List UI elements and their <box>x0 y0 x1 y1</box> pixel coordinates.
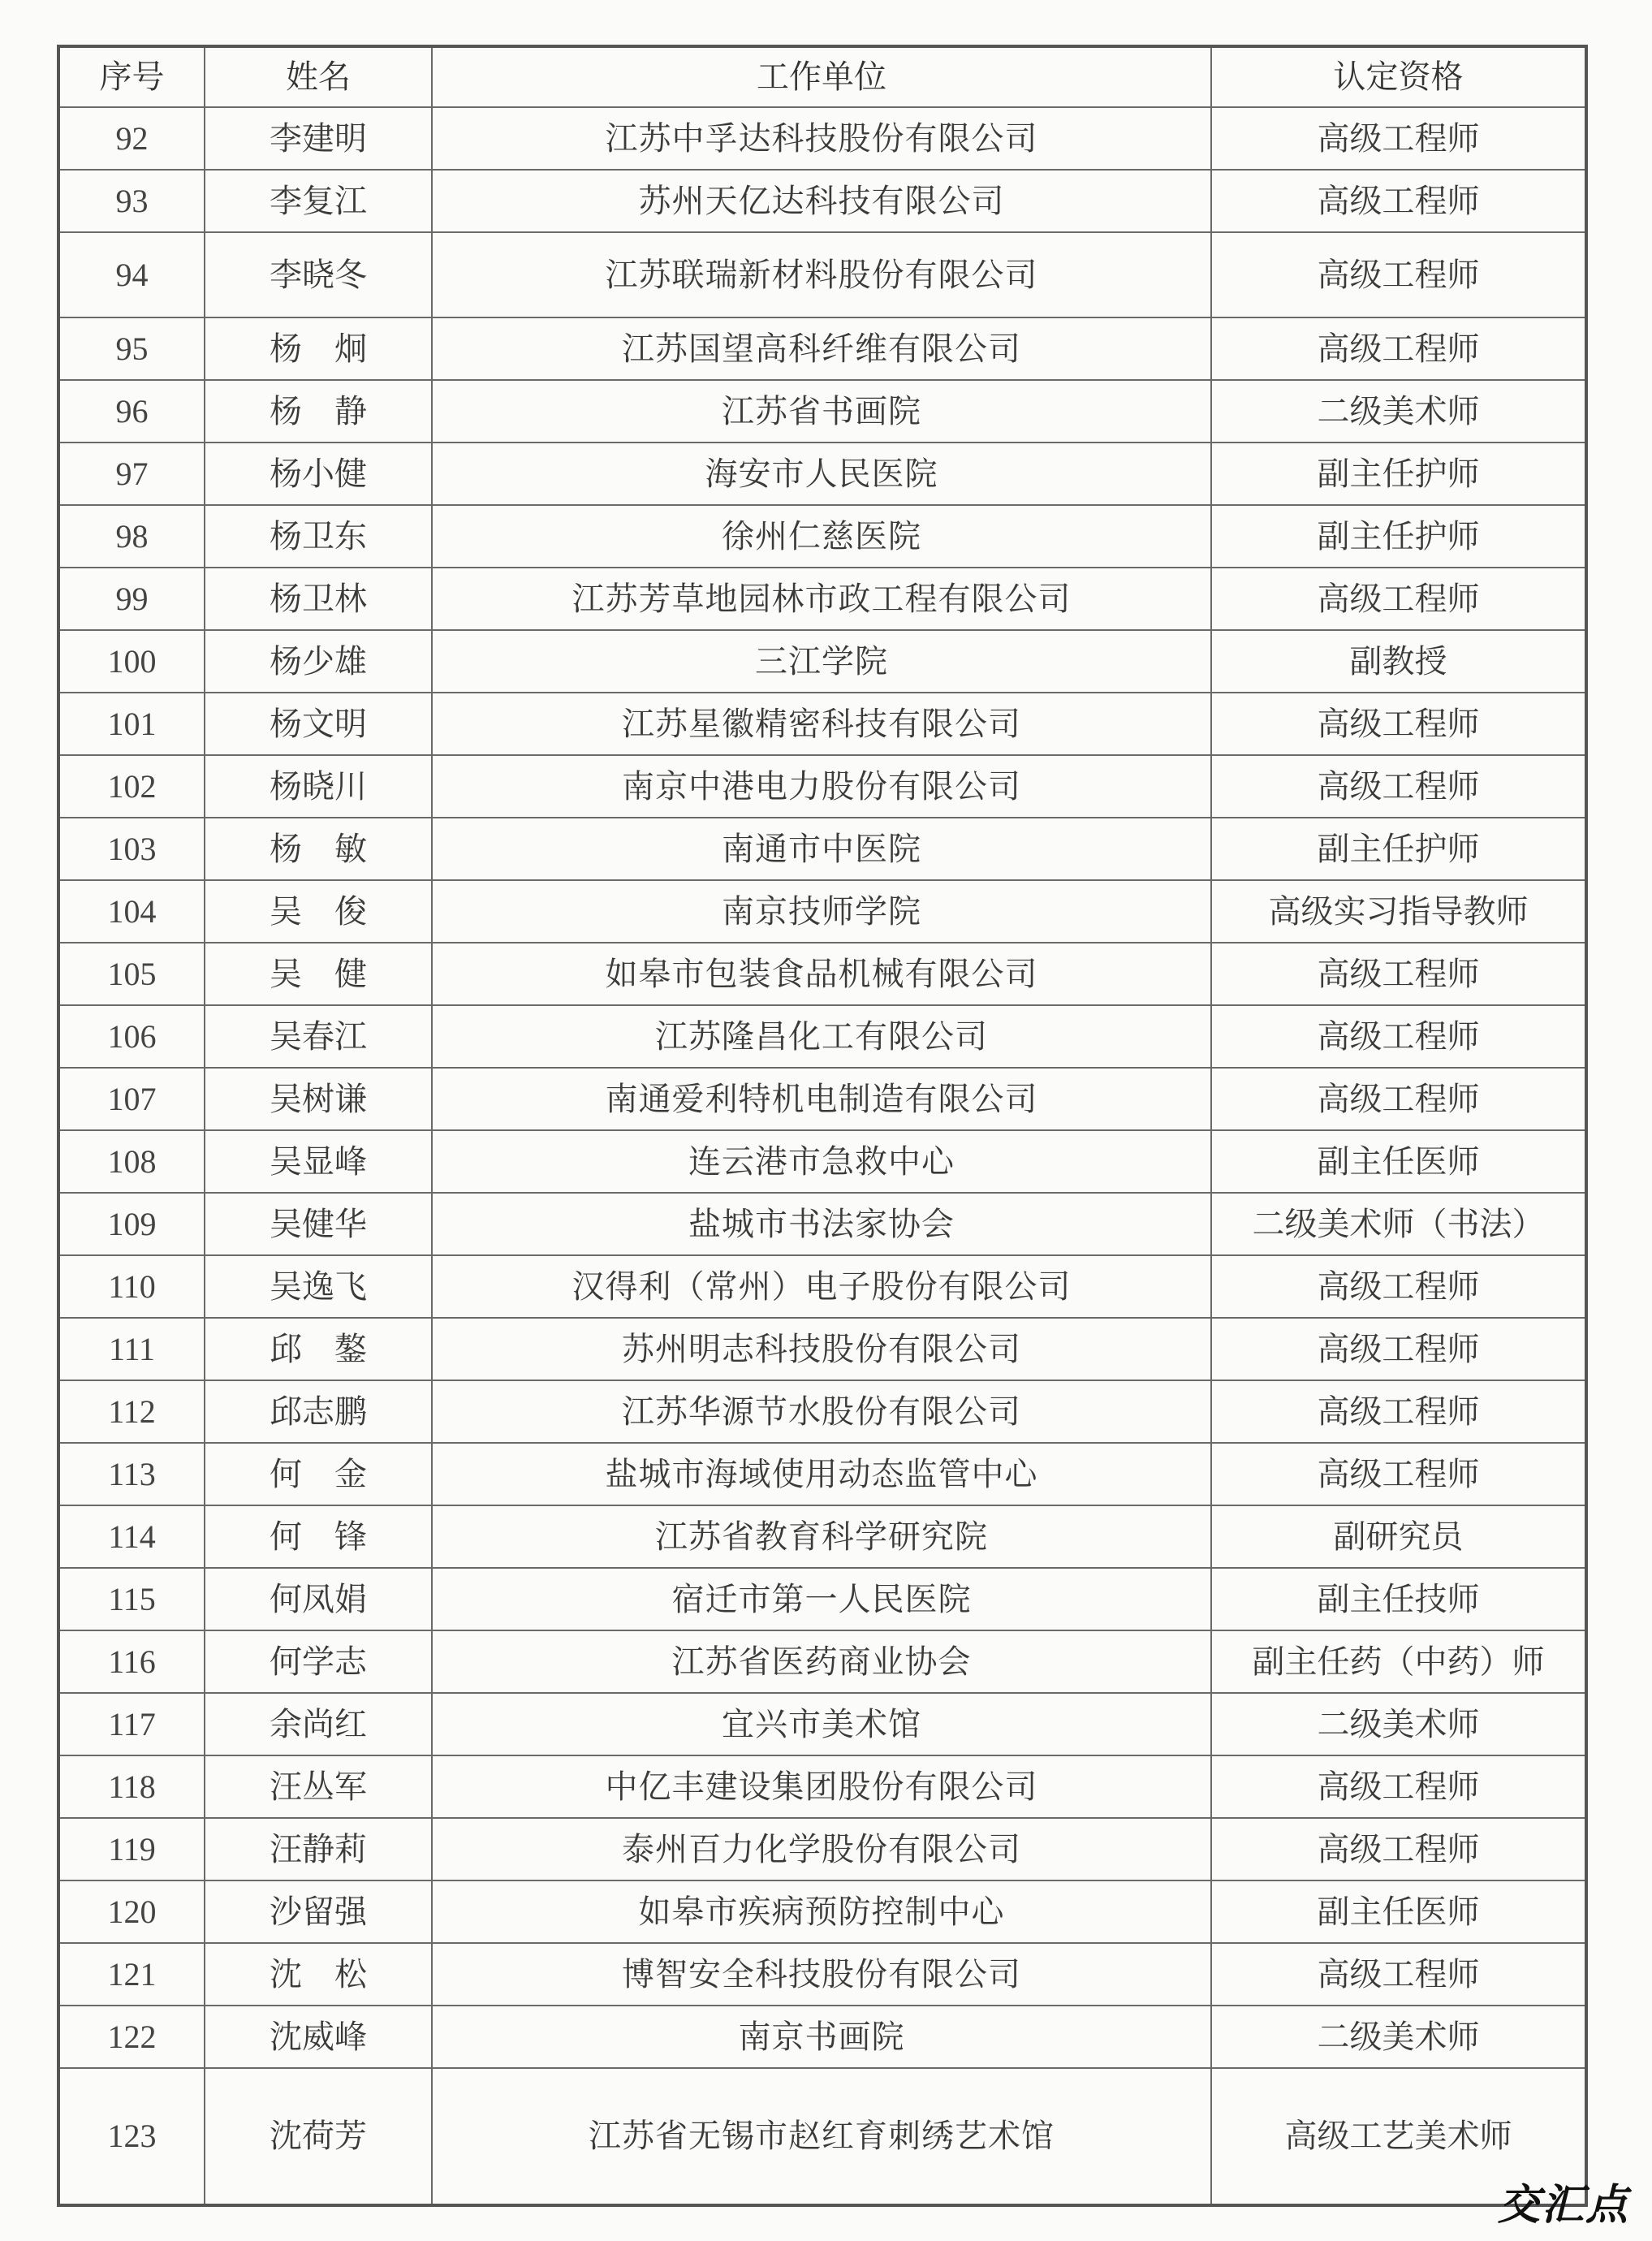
cell-seq: 120 <box>58 1880 205 1943</box>
cell-seq: 118 <box>58 1755 205 1818</box>
cell-unit: 南通爱利特机电制造有限公司 <box>432 1068 1211 1130</box>
cell-qualification: 副研究员 <box>1211 1505 1586 1568</box>
cell-name: 杨文明 <box>205 693 432 755</box>
cell-name: 杨 静 <box>205 380 432 443</box>
cell-unit: 江苏星徽精密科技有限公司 <box>432 693 1211 755</box>
watermark-logo: 交汇点 <box>1497 2180 1629 2230</box>
cell-unit: 连云港市急救中心 <box>432 1130 1211 1193</box>
cell-name: 汪丛军 <box>205 1755 432 1818</box>
table-row <box>58 232 1586 317</box>
header-row <box>58 46 1586 107</box>
cell-unit: 徐州仁慈医院 <box>432 505 1211 568</box>
cell-seq: 99 <box>58 568 205 630</box>
table-row <box>58 170 1586 232</box>
cell-unit: 江苏省医药商业协会 <box>432 1630 1211 1693</box>
header-unit: 工作单位 <box>432 46 1211 107</box>
cell-seq: 101 <box>58 693 205 755</box>
cell-name: 吴春江 <box>205 1005 432 1068</box>
table-row <box>58 107 1586 170</box>
cell-qualification: 高级工程师 <box>1211 1380 1586 1443</box>
cell-qualification: 副主任医师 <box>1211 1130 1586 1193</box>
cell-qualification: 副主任护师 <box>1211 818 1586 880</box>
table-row <box>58 1505 1586 1568</box>
cell-qualification: 高级工程师 <box>1211 1755 1586 1818</box>
cell-seq: 102 <box>58 755 205 818</box>
cell-qualification: 高级工程师 <box>1211 1443 1586 1505</box>
table-row <box>58 1005 1586 1068</box>
table-row <box>58 880 1586 943</box>
cell-seq: 97 <box>58 443 205 505</box>
cell-unit: 盐城市海域使用动态监管中心 <box>432 1443 1211 1505</box>
cell-seq: 111 <box>58 1318 205 1380</box>
cell-unit: 南通市中医院 <box>432 818 1211 880</box>
cell-qualification: 副主任技师 <box>1211 1568 1586 1630</box>
cell-seq: 115 <box>58 1568 205 1630</box>
cell-unit: 盐城市书法家协会 <box>432 1193 1211 1255</box>
cell-unit: 三江学院 <box>432 630 1211 693</box>
table-row <box>58 630 1586 693</box>
cell-unit: 南京书画院 <box>432 2006 1211 2068</box>
table-row <box>58 443 1586 505</box>
table-row <box>58 1443 1586 1505</box>
cell-qualification: 高级工程师 <box>1211 568 1586 630</box>
cell-unit: 江苏省书画院 <box>432 380 1211 443</box>
table-row <box>58 1943 1586 2006</box>
cell-seq: 104 <box>58 880 205 943</box>
table-row <box>58 505 1586 568</box>
cell-name: 沈 松 <box>205 1943 432 2006</box>
cell-unit: 汉得利（常州）电子股份有限公司 <box>432 1255 1211 1318</box>
cell-name: 吴显峰 <box>205 1130 432 1193</box>
cell-unit: 如皋市包装食品机械有限公司 <box>432 943 1211 1005</box>
header-name: 姓名 <box>205 46 432 107</box>
cell-seq: 123 <box>58 2068 205 2205</box>
cell-name: 李晓冬 <box>205 232 432 317</box>
cell-name: 杨晓川 <box>205 755 432 818</box>
cell-qualification: 二级美术师（书法） <box>1211 1193 1586 1255</box>
cell-seq: 108 <box>58 1130 205 1193</box>
cell-qualification: 二级美术师 <box>1211 1693 1586 1755</box>
cell-unit: 南京技师学院 <box>432 880 1211 943</box>
cell-seq: 96 <box>58 380 205 443</box>
cell-unit: 如皋市疾病预防控制中心 <box>432 1880 1211 1943</box>
cell-name: 邱 鏊 <box>205 1318 432 1380</box>
table-row <box>58 1630 1586 1693</box>
cell-name: 杨卫林 <box>205 568 432 630</box>
cell-unit: 江苏中孚达科技股份有限公司 <box>432 107 1211 170</box>
cell-qualification: 二级美术师 <box>1211 380 1586 443</box>
table-row <box>58 380 1586 443</box>
cell-seq: 119 <box>58 1818 205 1880</box>
cell-seq: 94 <box>58 232 205 317</box>
cell-name: 邱志鹏 <box>205 1380 432 1443</box>
cell-seq: 109 <box>58 1193 205 1255</box>
cell-qualification: 高级工程师 <box>1211 232 1586 317</box>
cell-qualification: 副主任护师 <box>1211 505 1586 568</box>
cell-name: 何 金 <box>205 1443 432 1505</box>
table-row <box>58 1255 1586 1318</box>
cell-qualification: 高级工程师 <box>1211 317 1586 380</box>
cell-unit: 海安市人民医院 <box>432 443 1211 505</box>
cell-name: 何学志 <box>205 1630 432 1693</box>
table-row <box>58 1193 1586 1255</box>
table-row <box>58 1568 1586 1630</box>
cell-unit: 宜兴市美术馆 <box>432 1693 1211 1755</box>
cell-qualification: 高级工程师 <box>1211 170 1586 232</box>
cell-qualification: 高级工程师 <box>1211 755 1586 818</box>
cell-name: 李复江 <box>205 170 432 232</box>
cell-qualification: 高级工程师 <box>1211 693 1586 755</box>
cell-name: 杨少雄 <box>205 630 432 693</box>
table-row <box>58 1068 1586 1130</box>
cell-seq: 112 <box>58 1380 205 1443</box>
table-row <box>58 943 1586 1005</box>
cell-name: 杨卫东 <box>205 505 432 568</box>
cell-qualification: 副主任医师 <box>1211 1880 1586 1943</box>
header-qualification: 认定资格 <box>1211 46 1586 107</box>
table-row <box>58 693 1586 755</box>
cell-name: 杨小健 <box>205 443 432 505</box>
cell-unit: 泰州百力化学股份有限公司 <box>432 1818 1211 1880</box>
cell-seq: 113 <box>58 1443 205 1505</box>
table-row <box>58 1880 1586 1943</box>
cell-name: 吴健华 <box>205 1193 432 1255</box>
cell-qualification: 高级实习指导教师 <box>1211 880 1586 943</box>
cell-unit: 南京中港电力股份有限公司 <box>432 755 1211 818</box>
table-row <box>58 568 1586 630</box>
cell-seq: 116 <box>58 1630 205 1693</box>
cell-qualification: 高级工程师 <box>1211 1068 1586 1130</box>
cell-seq: 110 <box>58 1255 205 1318</box>
table-row <box>58 818 1586 880</box>
table-row <box>58 1693 1586 1755</box>
cell-name: 李建明 <box>205 107 432 170</box>
cell-qualification: 高级工程师 <box>1211 1943 1586 2006</box>
cell-name: 沙留强 <box>205 1880 432 1943</box>
cell-seq: 106 <box>58 1005 205 1068</box>
cell-qualification: 副主任药（中药）师 <box>1211 1630 1586 1693</box>
header-seq: 序号 <box>58 46 205 107</box>
cell-seq: 95 <box>58 317 205 380</box>
cell-unit: 江苏省教育科学研究院 <box>432 1505 1211 1568</box>
cell-unit: 博智安全科技股份有限公司 <box>432 1943 1211 2006</box>
cell-seq: 98 <box>58 505 205 568</box>
cell-name: 余尚红 <box>205 1693 432 1755</box>
table-row <box>58 1380 1586 1443</box>
cell-unit: 中亿丰建设集团股份有限公司 <box>432 1755 1211 1818</box>
cell-unit: 江苏联瑞新材料股份有限公司 <box>432 232 1211 317</box>
cell-name: 何凤娟 <box>205 1568 432 1630</box>
cell-unit: 苏州天亿达科技有限公司 <box>432 170 1211 232</box>
cell-unit: 江苏国望高科纤维有限公司 <box>432 317 1211 380</box>
table-row <box>58 2068 1586 2205</box>
cell-name: 吴树谦 <box>205 1068 432 1130</box>
cell-seq: 114 <box>58 1505 205 1568</box>
table-row <box>58 317 1586 380</box>
cell-name: 沈荷芳 <box>205 2068 432 2205</box>
cell-seq: 121 <box>58 1943 205 2006</box>
cell-qualification: 高级工程师 <box>1211 943 1586 1005</box>
cell-qualification: 高级工艺美术师 <box>1211 2068 1586 2205</box>
cell-qualification: 高级工程师 <box>1211 1318 1586 1380</box>
cell-seq: 117 <box>58 1693 205 1755</box>
table-header <box>58 46 1586 107</box>
cell-unit: 江苏隆昌化工有限公司 <box>432 1005 1211 1068</box>
cell-seq: 103 <box>58 818 205 880</box>
cell-unit: 江苏华源节水股份有限公司 <box>432 1380 1211 1443</box>
cell-seq: 100 <box>58 630 205 693</box>
cell-name: 沈威峰 <box>205 2006 432 2068</box>
cell-name: 何 锋 <box>205 1505 432 1568</box>
table-row <box>58 1318 1586 1380</box>
cell-seq: 105 <box>58 943 205 1005</box>
table-row <box>58 755 1586 818</box>
table-row <box>58 1130 1586 1193</box>
table-row <box>58 1818 1586 1880</box>
cell-qualification: 高级工程师 <box>1211 1005 1586 1068</box>
cell-unit: 宿迁市第一人民医院 <box>432 1568 1211 1630</box>
cell-name: 吴 健 <box>205 943 432 1005</box>
cell-seq: 107 <box>58 1068 205 1130</box>
cell-name: 吴逸飞 <box>205 1255 432 1318</box>
qualification-table <box>57 45 1588 2207</box>
table-row <box>58 1755 1586 1818</box>
cell-unit: 江苏省无锡市赵红育刺绣艺术馆 <box>432 2068 1211 2205</box>
cell-name: 吴 俊 <box>205 880 432 943</box>
table-row <box>58 2006 1586 2068</box>
table-body <box>58 107 1586 2205</box>
cell-qualification: 二级美术师 <box>1211 2006 1586 2068</box>
cell-qualification: 副主任护师 <box>1211 443 1586 505</box>
cell-name: 杨 敏 <box>205 818 432 880</box>
cell-unit: 苏州明志科技股份有限公司 <box>432 1318 1211 1380</box>
cell-qualification: 高级工程师 <box>1211 1255 1586 1318</box>
cell-name: 汪静莉 <box>205 1818 432 1880</box>
cell-seq: 93 <box>58 170 205 232</box>
cell-name: 杨 炯 <box>205 317 432 380</box>
cell-qualification: 高级工程师 <box>1211 107 1586 170</box>
cell-qualification: 高级工程师 <box>1211 1818 1586 1880</box>
cell-unit: 江苏芳草地园林市政工程有限公司 <box>432 568 1211 630</box>
cell-seq: 92 <box>58 107 205 170</box>
cell-qualification: 副教授 <box>1211 630 1586 693</box>
cell-seq: 122 <box>58 2006 205 2068</box>
